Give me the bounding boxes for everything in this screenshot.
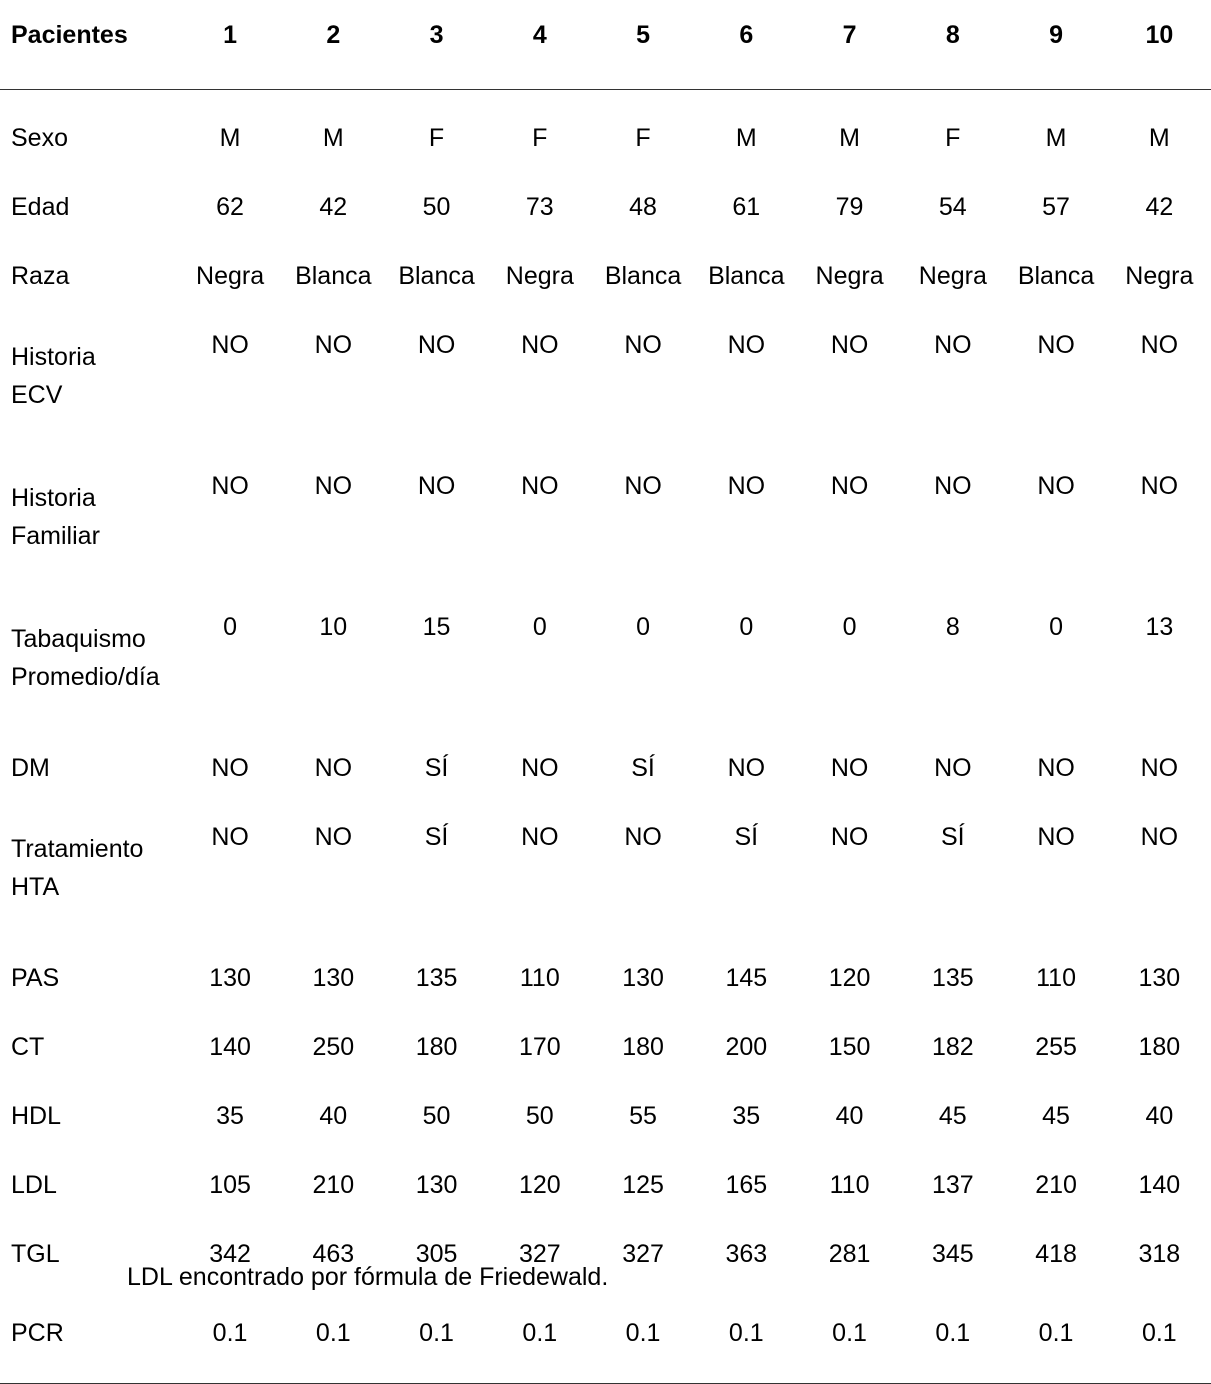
table-cell: 210 bbox=[312, 1171, 355, 1199]
table-cell: NO bbox=[314, 754, 353, 782]
header-row bbox=[0, 0, 1211, 90]
table-cell: NO bbox=[1037, 823, 1075, 851]
table-cell: 0.1 bbox=[798, 1289, 901, 1384]
table-row bbox=[0, 944, 1211, 1013]
table-cell: SÍ bbox=[424, 754, 449, 782]
table-cell: M bbox=[1045, 124, 1067, 152]
row-label-line: Sexo bbox=[11, 124, 68, 152]
table-cell: 61 bbox=[732, 193, 761, 221]
table-cell: NO bbox=[830, 472, 869, 500]
row-label-line: Promedio/día bbox=[11, 663, 160, 691]
table-cell: 40 bbox=[835, 1102, 864, 1130]
table-cell: Negra bbox=[918, 262, 987, 290]
table-cell: 182 bbox=[931, 1033, 974, 1061]
table-cell: Blanca bbox=[708, 262, 785, 290]
table-row bbox=[0, 173, 1211, 242]
table-cell: NO bbox=[727, 754, 766, 782]
table-cell: NO bbox=[521, 472, 559, 500]
row-label-line: TGL bbox=[11, 1240, 60, 1268]
table-cell: NO bbox=[417, 472, 456, 500]
table-cell: NO bbox=[211, 472, 249, 500]
table-cell: NO bbox=[830, 823, 869, 851]
table-cell: 0 bbox=[636, 613, 651, 641]
table-cell: F bbox=[945, 124, 961, 152]
table-cell: 110 bbox=[1036, 964, 1076, 992]
table-cell: NO bbox=[934, 754, 972, 782]
table-cell: 55 bbox=[629, 1102, 657, 1130]
table-cell: 135 bbox=[931, 964, 974, 992]
table-cell: 0.1 bbox=[488, 1289, 591, 1384]
table-row bbox=[0, 1013, 1211, 1082]
table-cell: 0 bbox=[532, 613, 547, 641]
table-cell: 0.1 bbox=[178, 1289, 281, 1384]
table-cell: 318 bbox=[1138, 1240, 1181, 1268]
table-cell: M bbox=[1148, 124, 1170, 152]
row-label bbox=[0, 1289, 178, 1384]
table-cell: 255 bbox=[1035, 1033, 1077, 1061]
row-label bbox=[0, 593, 178, 734]
patient-number: 4 bbox=[488, 0, 591, 90]
table-cell: 345 bbox=[931, 1240, 974, 1268]
patient-number: 8 bbox=[901, 0, 1004, 90]
table-cell: SÍ bbox=[734, 823, 759, 851]
table-cell: 105 bbox=[209, 1171, 251, 1199]
table-cell: 0.1 bbox=[901, 1289, 1004, 1384]
table-row bbox=[0, 90, 1211, 174]
row-label-line: HDL bbox=[11, 1102, 62, 1130]
row-label bbox=[0, 1082, 178, 1151]
row-label-line: Historia bbox=[11, 343, 96, 371]
table-cell: 327 bbox=[622, 1240, 664, 1268]
table-cell: 0.1 bbox=[1004, 1289, 1107, 1384]
table-cell: Blanca bbox=[398, 262, 475, 290]
table-cell: 110 bbox=[829, 1171, 870, 1199]
table-cell: 0 bbox=[842, 613, 857, 641]
table-cell: 50 bbox=[525, 1102, 554, 1130]
table-cell: 8 bbox=[945, 613, 960, 641]
table-cell: NO bbox=[624, 823, 662, 851]
header-label: Pacientes bbox=[0, 0, 178, 90]
table-cell: 0.1 bbox=[385, 1289, 488, 1384]
row-label-line: ECV bbox=[11, 381, 63, 409]
table-cell: NO bbox=[727, 331, 766, 359]
table-cell: 463 bbox=[312, 1240, 355, 1268]
table-cell: 48 bbox=[629, 193, 657, 221]
table-cell: 0 bbox=[739, 613, 754, 641]
table-cell: 40 bbox=[319, 1102, 348, 1130]
table-cell: F bbox=[635, 124, 651, 152]
table-cell: 0.1 bbox=[282, 1289, 385, 1384]
table-cell: 418 bbox=[1035, 1240, 1077, 1268]
table-cell: SÍ bbox=[631, 754, 655, 782]
table-cell: 125 bbox=[622, 1171, 664, 1199]
table-cell: 130 bbox=[1138, 964, 1181, 992]
table-cell: 45 bbox=[938, 1102, 967, 1130]
table-cell: NO bbox=[314, 331, 353, 359]
table-cell: NO bbox=[521, 823, 559, 851]
table-cell: 15 bbox=[422, 613, 451, 641]
table-cell: 180 bbox=[1138, 1033, 1181, 1061]
table-cell: 135 bbox=[415, 964, 458, 992]
table-cell: NO bbox=[830, 754, 869, 782]
table-cell: 40 bbox=[1145, 1102, 1174, 1130]
table-cell: 145 bbox=[725, 964, 768, 992]
table-cell: 42 bbox=[319, 193, 348, 221]
table-cell: 130 bbox=[622, 964, 664, 992]
table-cell: 200 bbox=[725, 1033, 768, 1061]
table-cell: 50 bbox=[422, 193, 451, 221]
row-label bbox=[0, 173, 178, 242]
row-label bbox=[0, 944, 178, 1013]
row-label bbox=[0, 452, 178, 593]
table-cell: NO bbox=[314, 823, 353, 851]
table-cell: NO bbox=[934, 472, 972, 500]
row-label-line: LDL bbox=[11, 1171, 57, 1199]
row-label-line: Historia bbox=[11, 484, 96, 512]
patient-number: 9 bbox=[1004, 0, 1107, 90]
table-row bbox=[0, 1082, 1211, 1151]
table-cell: 281 bbox=[828, 1240, 871, 1268]
table-cell: M bbox=[322, 124, 344, 152]
table-cell: NO bbox=[211, 823, 249, 851]
table-cell: 170 bbox=[518, 1033, 561, 1061]
table-cell: NO bbox=[417, 331, 456, 359]
row-label-line: Familiar bbox=[11, 522, 100, 550]
row-label-line: DM bbox=[11, 754, 50, 782]
table-cell: NO bbox=[314, 472, 353, 500]
table-cell: 35 bbox=[216, 1102, 244, 1130]
row-label-line: Tabaquismo bbox=[11, 625, 146, 653]
table-cell: SÍ bbox=[424, 823, 449, 851]
table-cell: NO bbox=[211, 331, 249, 359]
row-label-line: PAS bbox=[11, 964, 60, 992]
row-label-line: CT bbox=[11, 1033, 45, 1061]
table-footnote: LDL encontrado por fórmula de Friedewald. bbox=[127, 1263, 609, 1291]
table-row bbox=[0, 311, 1211, 452]
table-cell: 305 bbox=[415, 1240, 458, 1268]
table-cell: 0 bbox=[223, 613, 238, 641]
table-cell: 342 bbox=[209, 1240, 251, 1268]
row-label-line: Raza bbox=[11, 262, 70, 290]
table-cell: 35 bbox=[732, 1102, 761, 1130]
table-cell: 165 bbox=[725, 1171, 768, 1199]
table-row bbox=[0, 1151, 1211, 1220]
table-cell: 45 bbox=[1042, 1102, 1070, 1130]
table-cell: Blanca bbox=[604, 262, 682, 290]
table-cell: NO bbox=[1037, 331, 1075, 359]
row-label bbox=[0, 90, 178, 174]
table-cell: Blanca bbox=[1017, 262, 1095, 290]
row-label bbox=[0, 1151, 178, 1220]
table-cell: 137 bbox=[931, 1171, 974, 1199]
table-cell: 150 bbox=[828, 1033, 871, 1061]
row-label bbox=[0, 1013, 178, 1082]
table-cell: NO bbox=[211, 754, 249, 782]
table-cell: 0.1 bbox=[591, 1289, 694, 1384]
table-cell: 210 bbox=[1035, 1171, 1077, 1199]
table-cell: 62 bbox=[216, 193, 244, 221]
table-cell: F bbox=[532, 124, 548, 152]
table-row bbox=[0, 734, 1211, 803]
row-label-line: HTA bbox=[11, 873, 60, 901]
table-cell: 0.1 bbox=[695, 1289, 798, 1384]
patient-number: 10 bbox=[1108, 0, 1211, 90]
table-cell: NO bbox=[1037, 754, 1075, 782]
table-cell: 327 bbox=[518, 1240, 561, 1268]
table-cell: Negra bbox=[196, 262, 265, 290]
table-cell: NO bbox=[1140, 331, 1179, 359]
table-row bbox=[0, 452, 1211, 593]
table-cell: 180 bbox=[415, 1033, 458, 1061]
table-cell: 73 bbox=[525, 193, 554, 221]
table-cell: 13 bbox=[1145, 613, 1174, 641]
table-body bbox=[0, 90, 1211, 1384]
table-cell: 140 bbox=[1138, 1171, 1181, 1199]
table-cell: NO bbox=[521, 331, 559, 359]
table-cell: 140 bbox=[209, 1033, 251, 1061]
table-cell: 0.1 bbox=[1108, 1289, 1211, 1384]
table-cell: 130 bbox=[312, 964, 355, 992]
table-cell: 57 bbox=[1042, 193, 1070, 221]
table-cell: NO bbox=[1037, 472, 1075, 500]
table-cell: Negra bbox=[815, 262, 884, 290]
patient-number: 6 bbox=[695, 0, 798, 90]
table-cell: 0 bbox=[1049, 613, 1064, 641]
row-label bbox=[0, 311, 178, 452]
table-cell: 10 bbox=[319, 613, 348, 641]
table-row bbox=[0, 242, 1211, 311]
table-cell: Negra bbox=[1125, 262, 1194, 290]
table-cell: 250 bbox=[312, 1033, 355, 1061]
table-cell: NO bbox=[1140, 823, 1179, 851]
table-cell: 120 bbox=[518, 1171, 561, 1199]
table-cell: 130 bbox=[209, 964, 251, 992]
table-row bbox=[0, 803, 1211, 944]
table-cell: NO bbox=[934, 331, 972, 359]
patient-number: 3 bbox=[385, 0, 488, 90]
table-cell: 130 bbox=[415, 1171, 458, 1199]
patient-number: 2 bbox=[282, 0, 385, 90]
row-label bbox=[0, 734, 178, 803]
patient-number: 5 bbox=[591, 0, 694, 90]
table-cell: 79 bbox=[835, 193, 864, 221]
table-cell: Blanca bbox=[295, 262, 372, 290]
table-cell: NO bbox=[1140, 472, 1179, 500]
row-label-line: PCR bbox=[11, 1318, 64, 1347]
table-header bbox=[0, 0, 1211, 90]
table-cell: NO bbox=[1140, 754, 1179, 782]
table-cell: 54 bbox=[938, 193, 967, 221]
patient-number: 1 bbox=[178, 0, 281, 90]
row-label-line: Edad bbox=[11, 193, 70, 221]
row-label bbox=[0, 803, 178, 944]
table-row bbox=[0, 1289, 1211, 1384]
table-cell: 180 bbox=[622, 1033, 664, 1061]
table-cell: M bbox=[839, 124, 860, 152]
table-cell: 42 bbox=[1145, 193, 1174, 221]
table-cell: NO bbox=[624, 472, 662, 500]
table-cell: NO bbox=[624, 331, 662, 359]
table-cell: 50 bbox=[422, 1102, 451, 1130]
table-cell: 110 bbox=[519, 964, 560, 992]
table-cell: SÍ bbox=[941, 823, 965, 851]
table-cell: NO bbox=[830, 331, 869, 359]
row-label-line: Tratamiento bbox=[11, 835, 144, 863]
table-cell: 120 bbox=[828, 964, 871, 992]
table-cell: Negra bbox=[505, 262, 574, 290]
table-row bbox=[0, 593, 1211, 734]
patient-number: 7 bbox=[798, 0, 901, 90]
table-cell: NO bbox=[727, 472, 766, 500]
table-cell: M bbox=[219, 124, 241, 152]
table-cell: F bbox=[428, 124, 445, 152]
table-cell: NO bbox=[521, 754, 559, 782]
table-cell: M bbox=[735, 124, 757, 152]
table-cell: 363 bbox=[725, 1240, 768, 1268]
row-label bbox=[0, 242, 178, 311]
